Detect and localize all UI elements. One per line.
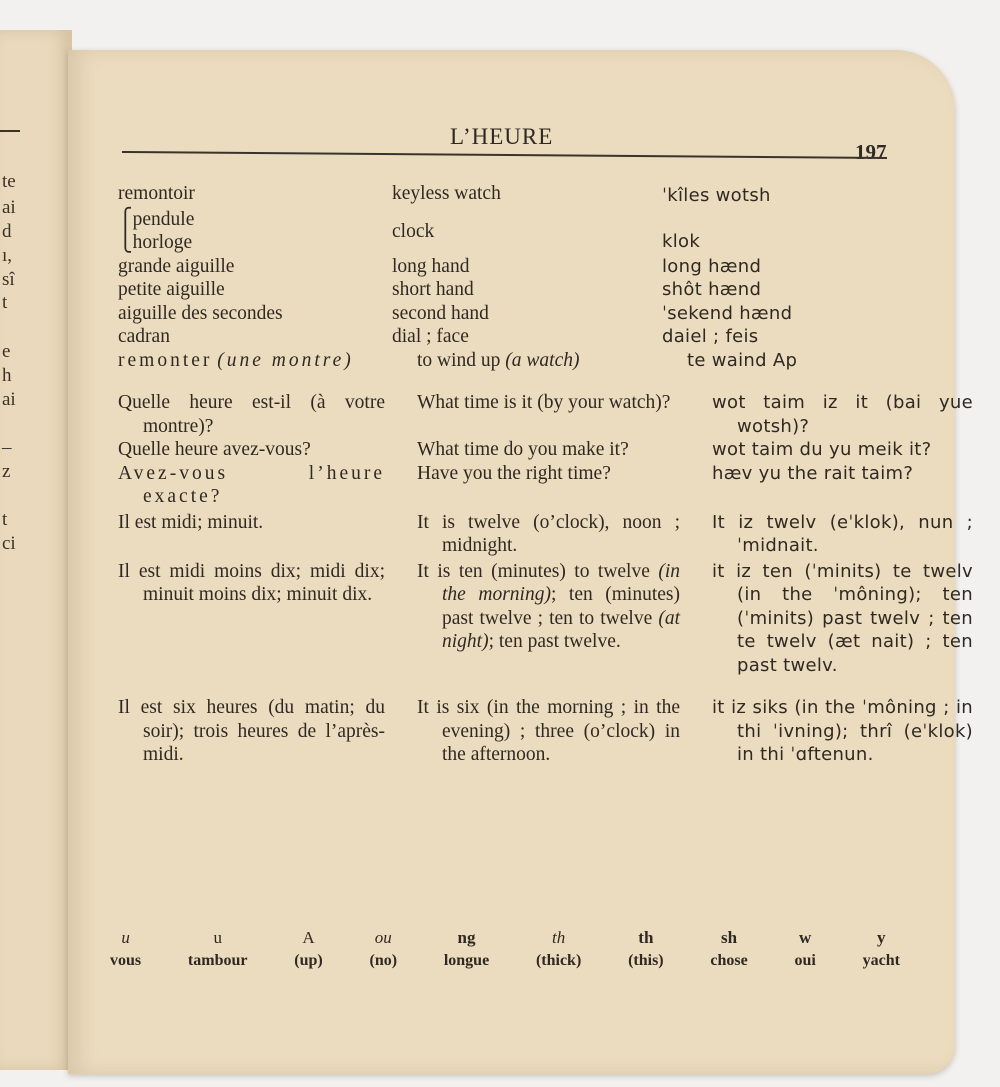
page-number: 197 bbox=[855, 140, 887, 164]
key-item bbox=[369, 928, 397, 970]
key-symbol: y bbox=[877, 928, 886, 947]
english-text bbox=[417, 560, 680, 678]
english-text: dial ; face bbox=[392, 326, 469, 347]
key-word: oui bbox=[794, 952, 816, 969]
english-text: What time do you make it? bbox=[417, 439, 629, 460]
key-item bbox=[188, 928, 248, 970]
phrase-row bbox=[118, 438, 932, 462]
phonetic-text: wot taim iz it (bai yue wotsh)? bbox=[712, 392, 973, 437]
key-symbol: sh bbox=[721, 928, 738, 947]
english-italic-text: (a watch) bbox=[505, 349, 580, 371]
english-text: to wind up bbox=[417, 349, 501, 371]
key-symbol: th bbox=[638, 928, 654, 947]
left-fragment: ı, bbox=[2, 245, 13, 266]
key-word: tambour bbox=[187, 952, 248, 969]
key-item bbox=[628, 928, 664, 970]
key-word: chose bbox=[710, 952, 748, 969]
key-symbol: u bbox=[121, 928, 130, 947]
key-word: (no) bbox=[369, 952, 398, 969]
english-text: long hand bbox=[392, 255, 470, 277]
phrase-row bbox=[118, 560, 973, 678]
phonetic-text: te waind Ap bbox=[687, 349, 798, 371]
key-symbol: u bbox=[213, 928, 222, 947]
left-fragment: sî bbox=[2, 269, 15, 290]
left-page-edge bbox=[0, 30, 72, 1070]
key-symbol: A bbox=[302, 928, 315, 947]
phonetic-text: it iz ten (ˈminits) te twelv (in the ˈmôning); ten (ˈminits) past twelv ; ten te twelv (æt nait) ; ten past twelv. bbox=[712, 560, 973, 676]
page-title: L’HEURE bbox=[450, 124, 554, 149]
key-word: vous bbox=[110, 952, 142, 969]
english-text: second hand bbox=[392, 302, 489, 324]
key-word: longue bbox=[443, 952, 490, 969]
phrase-row bbox=[118, 302, 898, 326]
english-text: It is twelve (o’clock), noon ; midnight. bbox=[417, 511, 680, 556]
french-text: Il est six heures (du matin; du soir); trois heures de l’après-midi. bbox=[118, 697, 385, 765]
phonetic-text: hæv yu the rait taim? bbox=[712, 462, 914, 484]
french-text: aiguille des secondes bbox=[118, 302, 283, 324]
left-fragment: d bbox=[2, 221, 12, 242]
french-text: remontoir bbox=[118, 183, 195, 204]
phonetic-text: daiel ; feis bbox=[662, 326, 759, 347]
key-item bbox=[536, 928, 581, 970]
english-text: ; ten past twelve. bbox=[488, 631, 621, 652]
left-fragment: te bbox=[2, 171, 16, 192]
key-item bbox=[863, 928, 900, 970]
pronunciation-key bbox=[110, 928, 900, 970]
phrase-row bbox=[118, 325, 898, 349]
french-text: petite aiguille bbox=[118, 279, 225, 300]
french-text: Il est midi; minuit. bbox=[118, 511, 264, 533]
key-item bbox=[294, 928, 322, 970]
french-text: cadran bbox=[118, 326, 170, 347]
english-text: It is ten (minutes) to twelve bbox=[417, 560, 650, 582]
left-fragment: ci bbox=[2, 533, 16, 554]
phonetic-text: wot taim du yu meik it? bbox=[712, 439, 932, 460]
left-page-rule bbox=[0, 130, 20, 132]
english-text: What time is it (by your watch)? bbox=[417, 392, 671, 413]
french-text: remonter bbox=[118, 349, 213, 371]
french-text: Il est midi moins dix; midi dix; minuit moins dix; minuit dix. bbox=[118, 560, 385, 605]
french-text: ⎧pendule ⎩horloge bbox=[118, 208, 195, 253]
key-symbol: ou bbox=[374, 928, 392, 947]
phonetic-text: long hænd bbox=[662, 255, 762, 277]
left-fragment: ai bbox=[2, 197, 16, 218]
left-fragment: t bbox=[2, 292, 8, 313]
key-item bbox=[710, 928, 747, 970]
phonetic-text: It iz twelv (eˈklok), nun ; ˈmidnait. bbox=[712, 511, 973, 556]
english-text: ; ten (minutes) past twelve ; ten to twelve bbox=[442, 584, 681, 629]
phrase-row bbox=[118, 511, 973, 558]
french-text: grande aiguille bbox=[118, 255, 235, 277]
english-italic-text: (in the morning) bbox=[442, 560, 680, 605]
phrase-row bbox=[118, 462, 914, 509]
key-word: yacht bbox=[862, 952, 900, 969]
left-fragment: ai bbox=[2, 389, 16, 410]
phrase-row bbox=[118, 255, 898, 279]
key-symbol: th bbox=[552, 928, 566, 947]
english-text: clock bbox=[392, 220, 435, 242]
key-word: (thick) bbox=[535, 952, 582, 969]
key-item bbox=[110, 928, 141, 970]
phrase-row bbox=[118, 182, 898, 208]
french-text: Quelle heure est-il (à votre montre)? bbox=[118, 392, 385, 437]
english-text bbox=[417, 349, 655, 373]
french-text bbox=[118, 349, 385, 373]
phrase-row bbox=[118, 391, 973, 438]
french-text: Avez-vous l’heure exacte? bbox=[118, 462, 385, 507]
key-word: (this) bbox=[628, 952, 664, 969]
phrase-row bbox=[118, 349, 898, 373]
phrase-row bbox=[118, 208, 898, 255]
phrase-table bbox=[118, 182, 973, 767]
key-symbol: w bbox=[799, 928, 812, 947]
phrase-row bbox=[118, 278, 898, 302]
phonetic-text: ˈkîles wotsh bbox=[662, 185, 771, 206]
english-text: keyless watch bbox=[392, 183, 501, 204]
english-text: It is six (in the morning ; in the evening) ; three (o’clock) in the afternoon. bbox=[417, 697, 680, 765]
key-item bbox=[444, 928, 489, 970]
phonetic-text: shôt hænd bbox=[662, 279, 762, 300]
left-fragment: t bbox=[2, 509, 8, 530]
left-fragment: e bbox=[2, 341, 11, 362]
key-item bbox=[795, 928, 816, 970]
left-fragment: z bbox=[2, 461, 11, 482]
english-text: short hand bbox=[392, 279, 474, 300]
english-text: Have you the right time? bbox=[417, 462, 611, 484]
phonetic-text: it iz siks (in the ˈmôning ; in thi ˈivning); thrî (eˈklok) in thi ˈɑftenun. bbox=[712, 697, 973, 765]
key-symbol: ng bbox=[457, 928, 476, 947]
french-italic-text: (une montre) bbox=[217, 349, 354, 371]
key-word: (up) bbox=[294, 952, 323, 969]
phonetic-text: ˈsekend hænd bbox=[662, 302, 793, 324]
phonetic-text: klok bbox=[662, 230, 701, 252]
french-text: Quelle heure avez-vous? bbox=[118, 439, 311, 460]
english-italic-text: (at night) bbox=[442, 607, 680, 652]
phrase-row bbox=[118, 696, 973, 767]
left-fragment: h bbox=[2, 365, 12, 386]
left-fragment: – bbox=[2, 437, 12, 458]
